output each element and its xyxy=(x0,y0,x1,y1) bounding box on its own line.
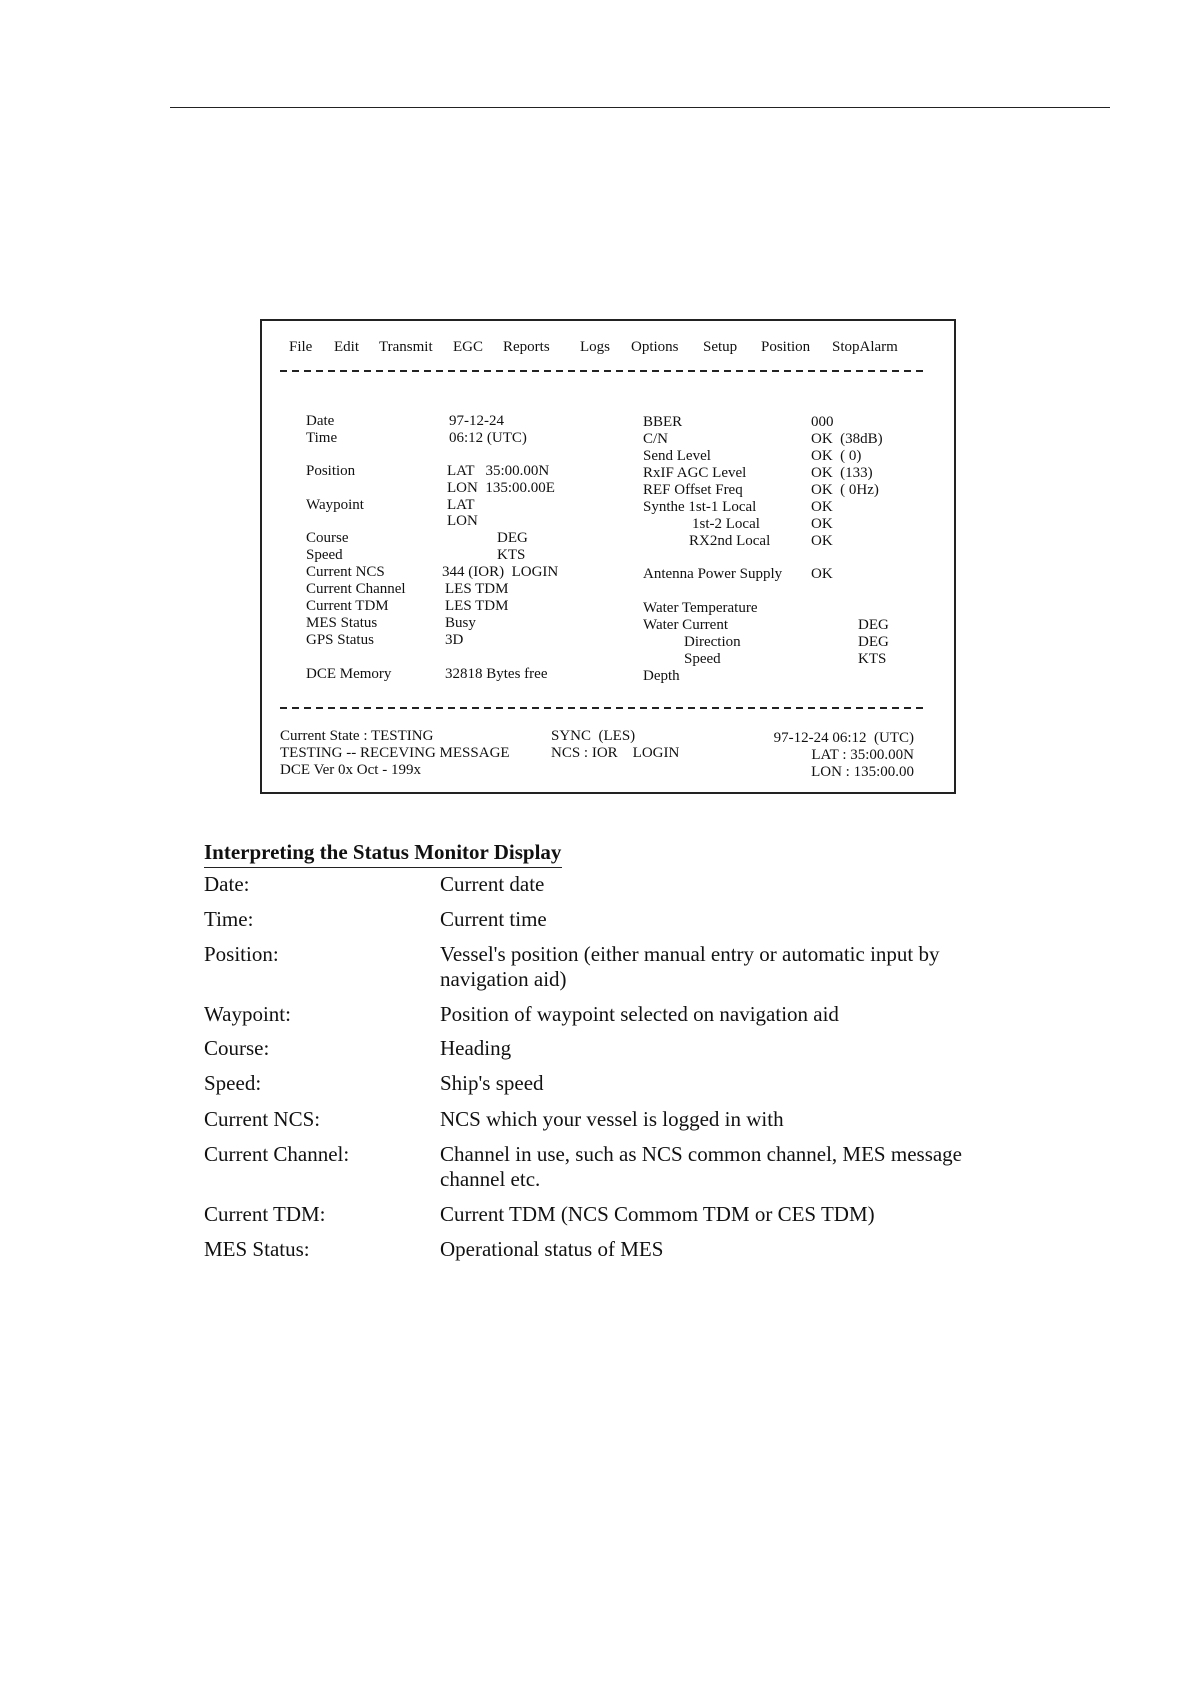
legend-desc-speed: Ship's speed xyxy=(440,1071,544,1095)
label-waypoint: Waypoint xyxy=(306,497,364,513)
value-direction: DEG xyxy=(858,634,889,650)
menu-reports[interactable]: Reports xyxy=(503,339,550,355)
menu-logs[interactable]: Logs xyxy=(580,339,610,355)
menu-transmit[interactable]: Transmit xyxy=(379,339,433,355)
value-ref-offset: OK ( 0Hz) xyxy=(811,482,879,498)
legend-desc-waypoint: Position of waypoint selected on navigation aid xyxy=(440,1002,839,1026)
label-current-channel: Current Channel xyxy=(306,581,406,597)
label-rx2nd-local: RX2nd Local xyxy=(689,533,771,549)
label-current-tdm: Current TDM xyxy=(306,598,389,614)
legend-term-current-ncs: Current NCS: xyxy=(204,1107,321,1131)
value-bber: 000 xyxy=(811,414,834,430)
value-position-lat: LAT 35:00.00N xyxy=(447,463,550,479)
legend-heading: Interpreting the Status Monitor Display xyxy=(204,840,562,868)
label-speed: Speed xyxy=(306,547,343,563)
status-monitor-screen xyxy=(260,319,956,794)
value-speed: KTS xyxy=(497,547,526,563)
value-time: 06:12 (UTC) xyxy=(449,430,527,446)
legend-term-course: Course: xyxy=(204,1036,270,1060)
legend-term-waypoint: Waypoint: xyxy=(204,1002,291,1026)
legend-desc-date: Current date xyxy=(440,872,545,896)
legend-desc-mes-status: Operational status of MES xyxy=(440,1237,664,1261)
menu-divider xyxy=(280,370,928,372)
legend-desc-current-ncs: NCS which your vessel is logged in with xyxy=(440,1107,784,1131)
value-waypoint-lon: LON xyxy=(447,513,478,529)
label-course: Course xyxy=(306,530,349,546)
value-date: 97-12-24 xyxy=(449,413,504,429)
value-1st-2-local: OK xyxy=(811,516,833,532)
label-current-ncs: Current NCS xyxy=(306,564,385,580)
value-current-tdm: LES TDM xyxy=(445,598,509,614)
label-antenna-power: Antenna Power Supply xyxy=(643,566,783,582)
status-sync: SYNC (LES) xyxy=(551,728,636,744)
label-1st-2-local: 1st-2 Local xyxy=(692,516,760,532)
label-dce-memory: DCE Memory xyxy=(306,666,392,682)
label-rxif-agc: RxIF AGC Level xyxy=(643,465,747,481)
label-current-speed: Speed xyxy=(684,651,721,667)
legend-desc-current-tdm: Current TDM (NCS Commom TDM or CES TDM) xyxy=(440,1202,875,1226)
value-position-lon: LON 135:00.00E xyxy=(447,480,555,496)
value-waypoint-lat: LAT xyxy=(447,497,475,513)
menu-edit[interactable]: Edit xyxy=(334,339,359,355)
menu-options[interactable]: Options xyxy=(631,339,679,355)
label-bber: BBER xyxy=(643,414,683,430)
page-top-rule xyxy=(170,107,1110,108)
status-message: TESTING -- RECEVING MESSAGE xyxy=(280,745,510,761)
status-current-state: Current State : TESTING xyxy=(280,728,434,744)
value-mes-status: Busy xyxy=(445,615,476,631)
value-synthe-1st-1: OK xyxy=(811,499,833,515)
legend-desc-position: Vessel's position (either manual entry or automatic input by navigation aid) xyxy=(440,942,940,991)
legend-desc-course: Heading xyxy=(440,1036,512,1060)
menu-egc[interactable]: EGC xyxy=(453,339,483,355)
menu-stopalarm[interactable]: StopAlarm xyxy=(832,339,898,355)
value-cn: OK (38dB) xyxy=(811,431,883,447)
label-date: Date xyxy=(306,413,335,429)
value-rx2nd-local: OK xyxy=(811,533,833,549)
legend-term-current-tdm: Current TDM: xyxy=(204,1202,326,1226)
label-synthe-1st-1: Synthe 1st-1 Local xyxy=(643,499,757,515)
label-direction: Direction xyxy=(684,634,741,650)
label-cn: C/N xyxy=(643,431,669,447)
status-datetime: 97-12-24 06:12 (UTC) xyxy=(773,730,914,746)
label-water-temp: Water Temperature xyxy=(643,600,758,616)
status-version: DCE Ver 0x Oct - 199x xyxy=(280,762,421,778)
status-divider xyxy=(280,707,928,709)
value-water-current: DEG xyxy=(858,617,889,633)
status-lon: LON : 135:00.00 xyxy=(811,764,914,780)
legend-term-position: Position: xyxy=(204,942,279,966)
value-current-channel: LES TDM xyxy=(445,581,509,597)
label-depth: Depth xyxy=(643,668,680,684)
status-lat: LAT : 35:00.00N xyxy=(811,747,914,763)
legend-term-speed: Speed: xyxy=(204,1071,262,1095)
label-send-level: Send Level xyxy=(643,448,711,464)
label-water-current: Water Current xyxy=(643,617,729,633)
label-ref-offset: REF Offset Freq xyxy=(643,482,743,498)
legend-term-date: Date: xyxy=(204,872,250,896)
value-course: DEG xyxy=(497,530,528,546)
value-gps-status: 3D xyxy=(445,632,464,648)
legend-desc-time: Current time xyxy=(440,907,547,931)
legend-term-mes-status: MES Status: xyxy=(204,1237,310,1261)
label-position: Position xyxy=(306,463,356,479)
label-gps-status: GPS Status xyxy=(306,632,374,648)
menu-setup[interactable]: Setup xyxy=(703,339,738,355)
value-current-ncs: 344 (IOR) LOGIN xyxy=(442,564,559,580)
status-ncs: NCS : IOR LOGIN xyxy=(551,745,680,761)
value-dce-memory: 32818 Bytes free xyxy=(445,666,548,682)
value-send-level: OK ( 0) xyxy=(811,448,862,464)
legend-term-time: Time: xyxy=(204,907,254,931)
value-rxif-agc: OK (133) xyxy=(811,465,873,481)
label-mes-status: MES Status xyxy=(306,615,378,631)
label-time: Time xyxy=(306,430,338,446)
legend-term-current-channel: Current Channel: xyxy=(204,1142,350,1166)
menu-file[interactable]: File xyxy=(289,339,313,355)
menu-position[interactable]: Position xyxy=(761,339,811,355)
legend-desc-current-channel: Channel in use, such as NCS common channel, MES message channel etc. xyxy=(440,1142,963,1191)
value-current-speed: KTS xyxy=(858,651,887,667)
value-antenna-power: OK xyxy=(811,566,833,582)
